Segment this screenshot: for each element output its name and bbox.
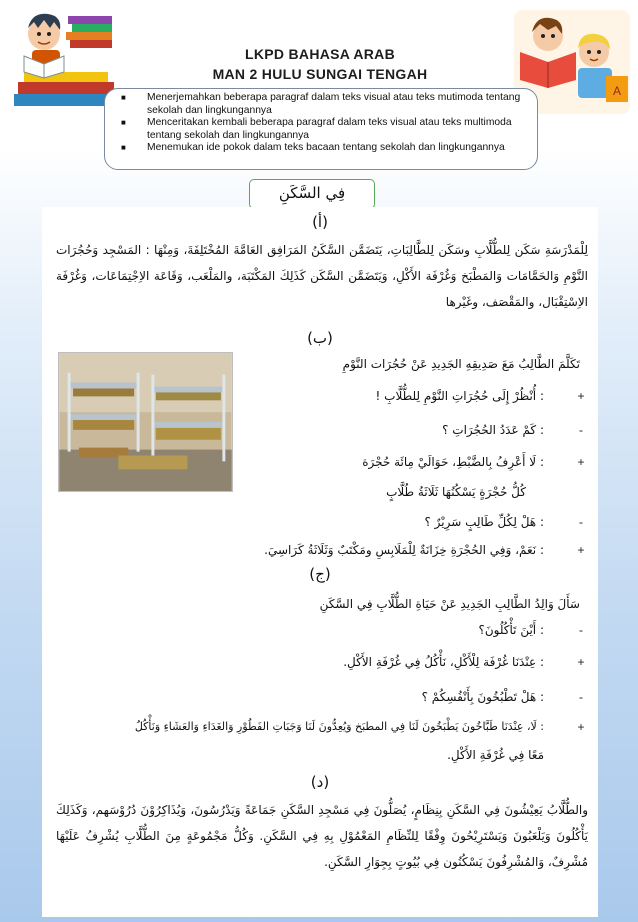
svg-text:A: A — [612, 84, 622, 98]
learning-goals-box — [104, 88, 538, 170]
dialog-line: مَعًا فِي غُرْفَةِ الأَكْلِ. — [447, 748, 544, 762]
section-b-label: (ب) — [307, 329, 333, 347]
dialog-mark: + — [577, 389, 585, 403]
dialog-line: : هَلْ تَطْبُخُونَ بِأَنْفُسِكُمْ ؟ — [421, 690, 544, 704]
dialog-mark: + — [577, 455, 585, 469]
section-d-paragraph: والطُّلَّابُ يَعِيْشُونَ فِي السَّكَنِ بِنِظَامٍ، يُصَلُّونَ فِي مَسْجِدِ السَّكَنِ جَمَاعَةً وَيَدْرُسُونَ، وَيُذَاكِرُوْنَ دُرُوْسَهم، وَكَذَلِكَ يَأْكُلُونَ وَيَلْعَبُونَ وَيَسْتَرِيْحُونَ وِفْقًا لِلنِّظَامِ المَعْمُوْلِ بِهِ فِي السَّكَنِ. وَكُلُّ مَجْمُوعَةٍ مِنَ الطُّلَّابِ يُشْرِفُ عَلَيْهَا مُشْرِفٌ، وَالمُشْرِفُونَ يَسْكُنُون فِي بُيُوتٍ بِجِوَارِ السَّكَنِ. — [56, 803, 588, 869]
section-d-label: (د) — [310, 773, 330, 791]
dialog-line: : لَا أَعْرِفُ بِالضَّبْطِ، حَوَالَيْ مِائَة حُجْرَة — [362, 455, 544, 469]
dialog-line: : أُنْظُرْ إِلَى حُجُرَاتِ النَّوْمِ لِلطُّلَّابِ ! — [375, 389, 544, 403]
dialog-line: : نَعَمْ، وَفِي الحُجْرَةِ خِزَانَةٌ لِلْمَلَابِسِ ومَكْتَبٌ وَثَلَاثَةُ كَرَاسِيَ. — [264, 543, 544, 557]
worksheet-title: LKPD BAHASA ARAB — [245, 46, 395, 62]
square-bullet-icon: ■ — [121, 93, 126, 102]
goal-item: ■ Menerjemahkan beberapa paragraf dalam teks visual atau teks mutimoda tentang sekolah dan lingkungannya — [121, 92, 521, 116]
dialog-mark: + — [577, 720, 585, 734]
section-a-label: (أ) — [312, 213, 328, 231]
dialog-mark: - — [579, 515, 583, 529]
goals-list — [119, 92, 529, 155]
reading-panel — [42, 207, 598, 917]
dialog-line: : هَلْ لِكُلِّ طَالِبٍ سَرِيْرٌ ؟ — [424, 515, 544, 529]
dialog-mark: - — [579, 423, 583, 437]
dialog-mark: + — [577, 543, 585, 557]
dialog-mark: + — [577, 655, 585, 669]
dialog-mark: - — [579, 690, 583, 704]
square-bullet-icon: ■ — [121, 143, 126, 153]
section-c-intro: سَأَلَ وَالِدُ الطَّالِبِ الجَدِيدِ عَنْ حَيَاةِ الطُّلَّابِ فِي السَّكَنِ — [319, 597, 580, 611]
square-bullet-icon: ■ — [121, 118, 126, 128]
topic-title: فِي السَّكَنِ — [249, 179, 375, 209]
dialog-mark: - — [579, 623, 583, 637]
dialog-line: : عِنْدَنَا غُرْفَة لِلْأَكْلِ، نَأْكُلُ فِي غُرْفَةِ الأَكْلِ. — [343, 655, 544, 669]
dialog-line: كُلُّ حُجْرَةٍ يَسْكُنُهَا ثَلَاثَةُ طُلَّابٍ — [386, 485, 526, 499]
bunk-beds-photo — [58, 352, 233, 492]
dialog-line: : أَيْنَ تَأْكُلُونَ؟ — [478, 623, 544, 637]
dialog-line: : لَا، عِنْدَنَا طَبَّاخُونَ يَطْبَخُونَ لَنَا فِي المطبَخ وَيُعِدُّونَ لَنَا وَجَبَاتِ الفَطُوْرِ وَالغَدَاءِ وَالعَشَاءِ وَنَأْكُلُ — [134, 720, 544, 733]
goal-item: ■ Menemukan ide pokok dalam teks bacaan tentang sekolah dan lingkungannya — [121, 142, 505, 154]
dialog-line: : كَمْ عَدَدُ الحُجُرَاتِ ؟ — [442, 423, 544, 437]
goal-item: ■ Menceritakan kembali beberapa paragraf dalam teks visual atau teks multimoda tentang sekolah dan lingkungannya — [121, 117, 512, 141]
section-c-label: (ج) — [309, 565, 331, 583]
school-name: MAN 2 HULU SUNGAI TENGAH — [212, 66, 428, 82]
section-a-paragraph: لِلْمَدْرَسَةِ سَكَن لِلطُّلَّابِ وسَكَن لِلطَّالِبَاتِ، يَتَضَمَّن السَّكَنُ المَرَافِق العَامَّةَ المُخْتَلِفَةَ، وَمِنْهَا : المَسْجِد وَحُجُرَات النَّوْمِ وَالحَمَّامَات وَالمَطْبَخ وَغُرْفَة الأَكْلِ، وَيَتَضَمَّن السَّكَن كَذَلِكَ المَكْتَبَة، والمَلْعَب، وَقَاعَة الاِجْتِمَاعَات، وَغُرْفَة الاِسْتِقْبَال، والمَقْصَف، وغَيْرها — [56, 243, 588, 309]
section-b-intro: تَكَلَّمَ الطَّالِبُ مَعَ صَدِيقِهِ الجَدِيدِ عَنْ حُجُرَات النَّوْمِ — [342, 357, 580, 371]
